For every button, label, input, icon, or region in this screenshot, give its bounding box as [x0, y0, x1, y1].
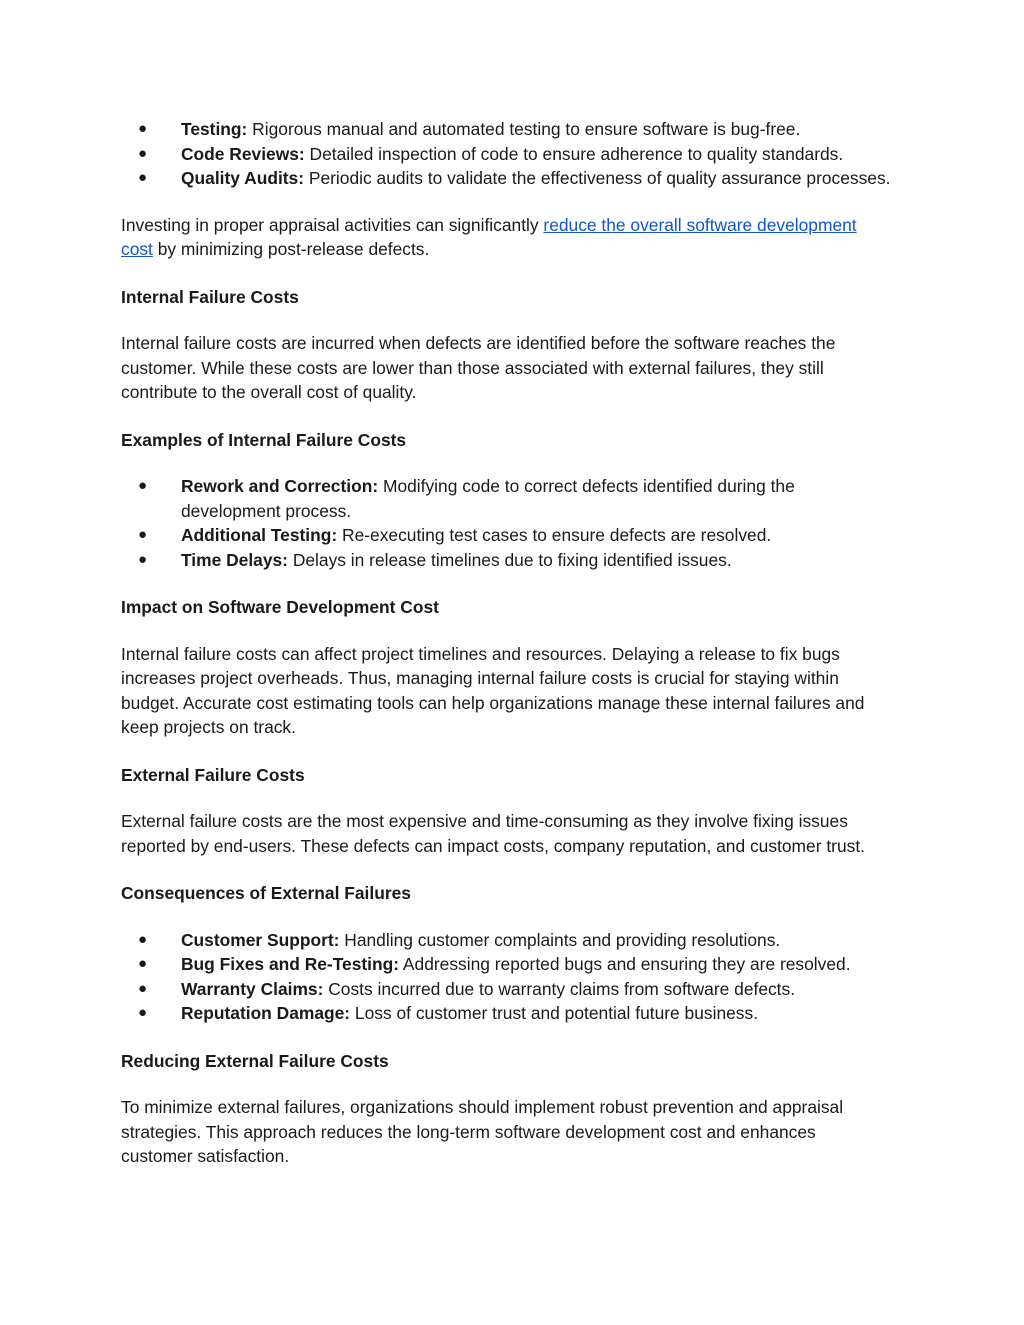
list-item [121, 142, 891, 167]
impact-heading: Impact on Software Development Cost [121, 597, 439, 617]
reduce-cost-link[interactable]: reduce the overall software development cost [121, 214, 857, 259]
list-item-text: Periodic audits to validate the effectiveness of quality assurance processes. [304, 168, 891, 188]
list-item [121, 928, 891, 953]
document-page [121, 117, 891, 1169]
list-item-term: Time Delays: [181, 549, 288, 570]
list-item [121, 1001, 891, 1026]
list-item [121, 166, 891, 191]
examples-internal-list [121, 474, 891, 572]
internal-failure-heading: Internal Failure Costs [121, 286, 299, 307]
impact-paragraph: Internal failure costs can affect project timelines and resources. Delaying a release to fix bugs increases project overheads. Thus, managing internal failure costs is crucial for staying within budget. Accurate cost estimating tools can help organizations manage these internal failures and keep projects on track. [121, 643, 865, 737]
list-item [121, 117, 891, 142]
examples-internal-heading: Examples of Internal Failure Costs [121, 429, 407, 450]
bullet-icon: ● [138, 550, 148, 568]
list-item [121, 474, 891, 523]
investing-text-after: by minimizing post-release defects. [152, 239, 430, 259]
reducing-heading: Reducing External Failure Costs [121, 1050, 389, 1071]
list-item-term: Quality Audits: [181, 168, 305, 188]
appraisal-list [121, 117, 891, 191]
list-item [121, 548, 891, 573]
list-item-text: Loss of customer trust and potential future business. [350, 1003, 759, 1023]
bullet-icon: ● [138, 477, 148, 494]
reducing-paragraph: To minimize external failures, organizations should implement robust prevention and appraisal strategies. This approach reduces the long-term software development cost and enhances customer satisfaction. [121, 1097, 844, 1166]
investing-text-before: Investing in proper appraisal activities can significantly [121, 214, 544, 235]
list-item-text: Detailed inspection of code to ensure adherence to quality standards. [304, 143, 844, 164]
consequences-heading: Consequences of External Failures [121, 883, 411, 903]
list-item-term: Code Reviews: [181, 143, 305, 164]
list-item-term: Additional Testing: [181, 525, 338, 545]
bullet-icon: ● [138, 169, 148, 186]
list-item-text: Addressing reported bugs and ensuring they are resolved. [399, 954, 851, 974]
list-item-text: Modifying code to correct defects identified during the development process. [181, 476, 795, 521]
list-item-text: Rigorous manual and automated testing to ensure software is bug-free. [247, 119, 801, 139]
list-item-term: Rework and Correction: [181, 476, 379, 496]
list-item-text: Delays in release timelines due to fixing identified issues. [287, 549, 732, 570]
external-failure-heading: External Failure Costs [121, 764, 305, 785]
investing-paragraph [121, 213, 891, 262]
list-item-term: Bug Fixes and Re-Testing: [181, 954, 400, 974]
list-item-term: Testing: [181, 119, 248, 139]
list-item-term: Warranty Claims: [181, 978, 324, 999]
internal-failure-paragraph: Internal failure costs are incurred when defects are identified before the software reaches the customer. While these costs are lower than those associated with external failures, they still contribute to the overall cost of quality. [121, 333, 836, 402]
consequences-list [121, 928, 891, 1026]
bullet-icon: ● [138, 526, 148, 543]
bullet-icon: ● [138, 979, 148, 997]
bullet-icon: ● [138, 1004, 148, 1021]
bullet-icon: ● [138, 120, 148, 137]
list-item-term: Reputation Damage: [181, 1003, 351, 1023]
list-item [121, 952, 891, 977]
list-item-text: Costs incurred due to warranty claims from software defects. [323, 978, 796, 999]
list-item-text: Handling customer complaints and providing resolutions. [339, 929, 781, 950]
bullet-icon: ● [138, 930, 148, 948]
list-item-text: Re-executing test cases to ensure defects are resolved. [337, 525, 772, 545]
bullet-icon: ● [138, 144, 148, 162]
bullet-icon: ● [138, 955, 148, 972]
list-item [121, 523, 891, 548]
list-item-term: Customer Support: [181, 929, 340, 950]
external-failure-paragraph: External failure costs are the most expensive and time-consuming as they involve fixing issues reported by end-users. These defects can impact costs, company reputation, and customer trust. [121, 811, 865, 856]
list-item [121, 977, 891, 1002]
